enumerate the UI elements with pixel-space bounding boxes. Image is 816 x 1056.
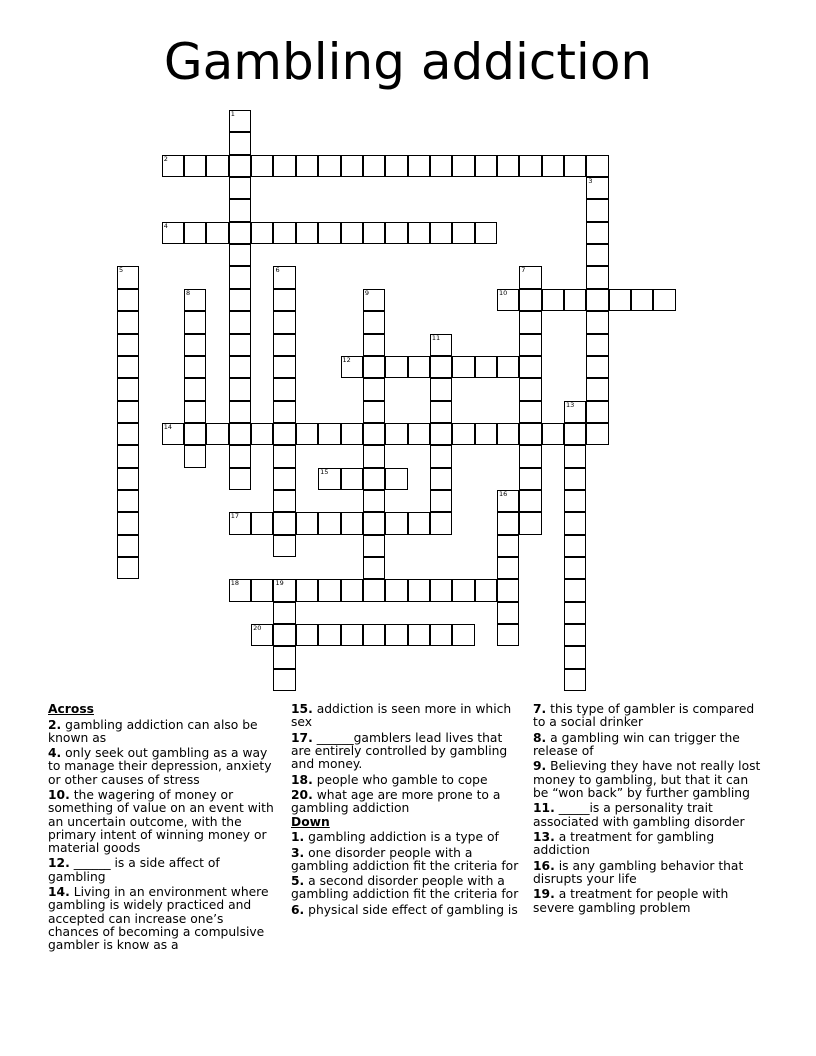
grid-cell[interactable]: [229, 266, 251, 288]
grid-cell[interactable]: [497, 356, 519, 378]
grid-cell[interactable]: [273, 512, 295, 534]
grid-cell[interactable]: [273, 669, 295, 691]
grid-cell[interactable]: [363, 490, 385, 512]
grid-cell[interactable]: [586, 177, 608, 199]
grid-cell[interactable]: [117, 557, 139, 579]
grid-cell[interactable]: [229, 199, 251, 221]
grid-cell[interactable]: [564, 624, 586, 646]
grid-cell[interactable]: [385, 579, 407, 601]
grid-cell[interactable]: [363, 378, 385, 400]
grid-cell[interactable]: [452, 155, 474, 177]
grid-cell[interactable]: [273, 222, 295, 244]
grid-cell[interactable]: [586, 378, 608, 400]
grid-cell[interactable]: [117, 334, 139, 356]
grid-cell[interactable]: [273, 423, 295, 445]
grid-cell[interactable]: [318, 222, 340, 244]
grid-cell[interactable]: [117, 423, 139, 445]
grid-cell[interactable]: [519, 155, 541, 177]
grid-cell[interactable]: [519, 311, 541, 333]
grid-cell[interactable]: [452, 356, 474, 378]
grid-cell[interactable]: [363, 423, 385, 445]
grid-cell[interactable]: [564, 468, 586, 490]
grid-cell[interactable]: [273, 155, 295, 177]
grid-cell[interactable]: [318, 624, 340, 646]
grid-cell[interactable]: [430, 468, 452, 490]
grid-cell[interactable]: [564, 401, 586, 423]
grid-cell[interactable]: [452, 579, 474, 601]
grid-cell[interactable]: [363, 624, 385, 646]
grid-cell[interactable]: [318, 423, 340, 445]
grid-cell[interactable]: [184, 445, 206, 467]
grid-cell[interactable]: [273, 535, 295, 557]
grid-cell[interactable]: [273, 468, 295, 490]
grid-cell[interactable]: [363, 155, 385, 177]
grid-cell[interactable]: [497, 624, 519, 646]
grid-cell[interactable]: [363, 334, 385, 356]
grid-cell[interactable]: [564, 445, 586, 467]
grid-cell[interactable]: [497, 490, 519, 512]
grid-cell[interactable]: [117, 266, 139, 288]
grid-cell[interactable]: [184, 334, 206, 356]
grid-cell[interactable]: [229, 177, 251, 199]
clue-number: 6: [275, 266, 280, 275]
clues-column-3: [533, 703, 765, 915]
grid-cell[interactable]: [363, 311, 385, 333]
grid-cell[interactable]: [497, 289, 519, 311]
grid-cell[interactable]: [564, 646, 586, 668]
clue-down-16: 16. is any gambling behavior that disrupts your life: [533, 858, 744, 886]
clue-across-18: 18. people who gamble to cope: [291, 772, 488, 787]
grid-cell[interactable]: [430, 490, 452, 512]
grid-cell[interactable]: [408, 222, 430, 244]
grid-cell[interactable]: [229, 155, 251, 177]
grid-cell[interactable]: [318, 468, 340, 490]
grid-cell[interactable]: [229, 356, 251, 378]
grid-cell[interactable]: [273, 646, 295, 668]
grid-cell[interactable]: [184, 222, 206, 244]
grid-cell[interactable]: [273, 579, 295, 601]
grid-cell[interactable]: [251, 624, 273, 646]
grid-cell[interactable]: [229, 378, 251, 400]
grid-cell[interactable]: [475, 423, 497, 445]
grid-cell[interactable]: [497, 512, 519, 534]
clue-number: 18: [230, 579, 240, 588]
grid-cell[interactable]: [251, 512, 273, 534]
grid-cell[interactable]: [341, 512, 363, 534]
grid-cell[interactable]: [519, 423, 541, 445]
clue-down-19: 19. a treatment for people with severe gambling problem: [533, 887, 729, 915]
clue-down-6: 6. physical side effect of gambling is: [291, 902, 518, 917]
grid-cell[interactable]: [229, 311, 251, 333]
grid-cell[interactable]: [542, 289, 564, 311]
grid-cell[interactable]: [363, 401, 385, 423]
grid-cell[interactable]: [341, 579, 363, 601]
grid-cell[interactable]: [452, 624, 474, 646]
grid-cell[interactable]: [341, 423, 363, 445]
grid-cell[interactable]: [497, 602, 519, 624]
grid-cell[interactable]: [475, 155, 497, 177]
clue-across-15: 15. addiction is seen more in which sex: [291, 702, 512, 730]
grid-cell[interactable]: [519, 512, 541, 534]
grid-cell[interactable]: [184, 423, 206, 445]
grid-cell[interactable]: [609, 289, 631, 311]
grid-cell[interactable]: [586, 266, 608, 288]
grid-cell[interactable]: [296, 512, 318, 534]
grid-cell[interactable]: [318, 155, 340, 177]
clues-column-2: [291, 703, 523, 917]
grid-cell[interactable]: [564, 535, 586, 557]
grid-cell[interactable]: [519, 289, 541, 311]
grid-cell[interactable]: [117, 311, 139, 333]
grid-cell[interactable]: [475, 579, 497, 601]
grid-cell[interactable]: [653, 289, 675, 311]
grid-cell[interactable]: [117, 401, 139, 423]
clue-down-3: 3. one disorder people with a gambling addiction fit the criteria for: [291, 845, 519, 873]
grid-cell[interactable]: [229, 110, 251, 132]
grid-cell[interactable]: [385, 624, 407, 646]
grid-cell[interactable]: [564, 669, 586, 691]
grid-cell[interactable]: [318, 512, 340, 534]
clue-across-2: 2. gambling addiction can also be known as: [48, 717, 258, 745]
grid-cell[interactable]: [564, 289, 586, 311]
grid-cell[interactable]: [229, 222, 251, 244]
clue-number: 3: [588, 177, 593, 186]
grid-cell[interactable]: [117, 512, 139, 534]
page-title: Gambling addiction: [163, 33, 653, 91]
grid-cell[interactable]: [273, 311, 295, 333]
grid-cell[interactable]: [408, 356, 430, 378]
grid-cell[interactable]: [497, 557, 519, 579]
grid-cell[interactable]: [273, 602, 295, 624]
grid-cell[interactable]: [430, 401, 452, 423]
grid-cell[interactable]: [206, 423, 228, 445]
grid-cell[interactable]: [184, 401, 206, 423]
grid-cell[interactable]: [497, 155, 519, 177]
grid-cell[interactable]: [519, 490, 541, 512]
grid-cell[interactable]: [430, 512, 452, 534]
grid-cell[interactable]: [586, 199, 608, 221]
grid-cell[interactable]: [586, 244, 608, 266]
grid-cell[interactable]: [452, 222, 474, 244]
grid-cell[interactable]: [341, 356, 363, 378]
clue-number: 12: [342, 355, 351, 364]
grid-cell[interactable]: [117, 490, 139, 512]
grid-cell[interactable]: [117, 356, 139, 378]
grid-cell[interactable]: [184, 311, 206, 333]
clue-number: 1: [230, 110, 235, 118]
grid-cell[interactable]: [363, 356, 385, 378]
grid-cell[interactable]: [229, 289, 251, 311]
grid-cell[interactable]: [162, 222, 184, 244]
grid-cell[interactable]: [117, 535, 139, 557]
grid-cell[interactable]: [229, 334, 251, 356]
grid-cell[interactable]: [430, 334, 452, 356]
clue-number: 14: [163, 422, 172, 431]
grid-cell[interactable]: [117, 289, 139, 311]
clue-number: 17: [230, 512, 240, 521]
grid-cell[interactable]: [117, 378, 139, 400]
grid-cell[interactable]: [408, 624, 430, 646]
grid-cell[interactable]: [184, 378, 206, 400]
clue-number: 16: [498, 489, 508, 498]
grid-cell[interactable]: [408, 579, 430, 601]
grid-cell[interactable]: [273, 624, 295, 646]
grid-cell[interactable]: [229, 244, 251, 266]
grid-cell[interactable]: [273, 334, 295, 356]
grid-cell[interactable]: [631, 289, 653, 311]
grid-cell[interactable]: [430, 155, 452, 177]
grid-cell[interactable]: [519, 334, 541, 356]
across-heading: Across: [48, 702, 94, 716]
clue-number: 7: [521, 266, 526, 275]
clue-number: 13: [566, 400, 575, 409]
grid-cell[interactable]: [475, 356, 497, 378]
grid-cell[interactable]: [363, 557, 385, 579]
clue-down-7: 7. this type of gambler is compared to a social drinker: [533, 702, 755, 730]
grid-cell[interactable]: [408, 512, 430, 534]
grid-cell[interactable]: [586, 155, 608, 177]
grid-cell[interactable]: [519, 378, 541, 400]
clue-number: 8: [186, 288, 191, 297]
grid-cell[interactable]: [586, 334, 608, 356]
grid-cell[interactable]: [586, 289, 608, 311]
clue-across-10: 10. the wagering of money or something of value on an event with an uncertain outcome, with the primary intent of winning money or material goods: [48, 788, 274, 855]
grid-cell[interactable]: [385, 222, 407, 244]
grid-cell[interactable]: [564, 579, 586, 601]
grid-cell[interactable]: [117, 468, 139, 490]
grid-cell[interactable]: [251, 222, 273, 244]
grid-cell[interactable]: [229, 401, 251, 423]
clue-down-11: 11. _____is a personality trait associated with gambling disorder: [533, 801, 745, 829]
grid-cell[interactable]: [162, 423, 184, 445]
grid-cell[interactable]: [542, 423, 564, 445]
grid-cell[interactable]: [586, 222, 608, 244]
grid-cell[interactable]: [251, 423, 273, 445]
grid-cell[interactable]: [586, 423, 608, 445]
clue-down-9: 9. Believing they have not really lost money to gambling, but that it can be “won back” by further gambling: [533, 759, 761, 800]
clue-across-12: 12. ______ is a side affect of gambling: [48, 856, 220, 884]
grid-cell[interactable]: [229, 132, 251, 154]
grid-cell[interactable]: [363, 222, 385, 244]
grid-cell[interactable]: [318, 579, 340, 601]
grid-cell[interactable]: [296, 624, 318, 646]
grid-cell[interactable]: [430, 579, 452, 601]
clue-number: 15: [320, 467, 329, 476]
grid-cell[interactable]: [296, 423, 318, 445]
clue-number: 20: [253, 624, 262, 633]
clue-number: 10: [498, 288, 508, 297]
grid-cell[interactable]: [363, 579, 385, 601]
grid-cell[interactable]: [273, 445, 295, 467]
grid-cell[interactable]: [385, 155, 407, 177]
grid-cell[interactable]: [430, 445, 452, 467]
clue-number: 4: [163, 221, 168, 230]
grid-cell[interactable]: [408, 155, 430, 177]
grid-cell[interactable]: [206, 222, 228, 244]
grid-cell[interactable]: [519, 356, 541, 378]
clue-across-20: 20. what age are more prone to a gambling addiction: [291, 788, 501, 816]
grid-cell[interactable]: [273, 356, 295, 378]
grid-cell[interactable]: [251, 579, 273, 601]
grid-cell[interactable]: [341, 222, 363, 244]
grid-cell[interactable]: [408, 423, 430, 445]
grid-cell[interactable]: [273, 378, 295, 400]
grid-cell[interactable]: [430, 356, 452, 378]
grid-cell[interactable]: [251, 155, 273, 177]
grid-cell[interactable]: [184, 356, 206, 378]
grid-cell[interactable]: [542, 155, 564, 177]
clue-number: 5: [119, 266, 124, 275]
grid-cell[interactable]: [117, 445, 139, 467]
grid-cell[interactable]: [519, 445, 541, 467]
clue-number: 9: [364, 288, 369, 297]
grid-cell[interactable]: [497, 423, 519, 445]
grid-cell[interactable]: [519, 266, 541, 288]
clue-number: 2: [163, 154, 168, 163]
grid-cell[interactable]: [586, 401, 608, 423]
grid-cell[interactable]: [430, 624, 452, 646]
grid-cell[interactable]: [564, 490, 586, 512]
grid-cell[interactable]: [586, 311, 608, 333]
grid-cell[interactable]: [519, 401, 541, 423]
grid-cell[interactable]: [229, 468, 251, 490]
grid-cell[interactable]: [296, 222, 318, 244]
grid-cell[interactable]: [184, 155, 206, 177]
grid-cell[interactable]: [385, 356, 407, 378]
grid-cell[interactable]: [273, 490, 295, 512]
clue-across-4: 4. only seek out gambling as a way to manage their depression, anxiety or other causes of stress: [48, 746, 272, 787]
clue-across-14: 14. Living in an environment where gambling is widely practiced and accepted can increase one’s chances of becoming a compulsive gambler is know as a: [48, 885, 269, 952]
grid-cell[interactable]: [564, 602, 586, 624]
grid-cell[interactable]: [363, 512, 385, 534]
grid-cell[interactable]: [162, 155, 184, 177]
grid-cell[interactable]: [363, 535, 385, 557]
grid-cell[interactable]: [184, 289, 206, 311]
grid-cell[interactable]: [475, 222, 497, 244]
grid-cell[interactable]: [341, 624, 363, 646]
grid-cell[interactable]: [206, 155, 228, 177]
grid-cell[interactable]: [564, 557, 586, 579]
grid-cell[interactable]: [229, 512, 251, 534]
grid-cell[interactable]: [430, 378, 452, 400]
clue-down-1: 1. gambling addiction is a type of: [291, 830, 499, 845]
grid-cell[interactable]: [497, 535, 519, 557]
grid-cell[interactable]: [564, 423, 586, 445]
grid-cell[interactable]: [385, 468, 407, 490]
grid-cell[interactable]: [363, 468, 385, 490]
grid-cell[interactable]: [363, 445, 385, 467]
grid-cell[interactable]: [564, 155, 586, 177]
grid-cell[interactable]: [229, 445, 251, 467]
grid-cell[interactable]: [273, 289, 295, 311]
grid-cell[interactable]: [586, 356, 608, 378]
grid-cell[interactable]: [519, 468, 541, 490]
grid-cell[interactable]: [430, 423, 452, 445]
clue-down-13: 13. a treatment for gambling addiction: [533, 830, 715, 858]
grid-cell[interactable]: [296, 155, 318, 177]
grid-cell[interactable]: [363, 289, 385, 311]
clues-column-1: [48, 703, 276, 952]
grid-cell[interactable]: [497, 579, 519, 601]
grid-cell[interactable]: [229, 579, 251, 601]
clue-number: 11: [431, 333, 441, 342]
grid-cell[interactable]: [385, 423, 407, 445]
grid-cell[interactable]: [341, 468, 363, 490]
grid-cell[interactable]: [385, 512, 407, 534]
clue-down-8: 8. a gambling win can trigger the release of: [533, 730, 740, 758]
grid-cell[interactable]: [341, 155, 363, 177]
grid-cell[interactable]: [296, 579, 318, 601]
grid-cell[interactable]: [430, 222, 452, 244]
clue-down-5: 5. a second disorder people with a gambling addiction fit the criteria for: [291, 874, 519, 902]
grid-cell[interactable]: [452, 423, 474, 445]
clue-number: 19: [275, 579, 284, 588]
grid-cell[interactable]: [229, 423, 251, 445]
grid-cell[interactable]: [564, 512, 586, 534]
grid-cell[interactable]: [273, 266, 295, 288]
clue-across-17: 17. ______gamblers lead lives that are entirely controlled by gambling and money.: [291, 730, 508, 772]
grid-cell[interactable]: [273, 401, 295, 423]
down-heading: Down: [291, 814, 330, 829]
